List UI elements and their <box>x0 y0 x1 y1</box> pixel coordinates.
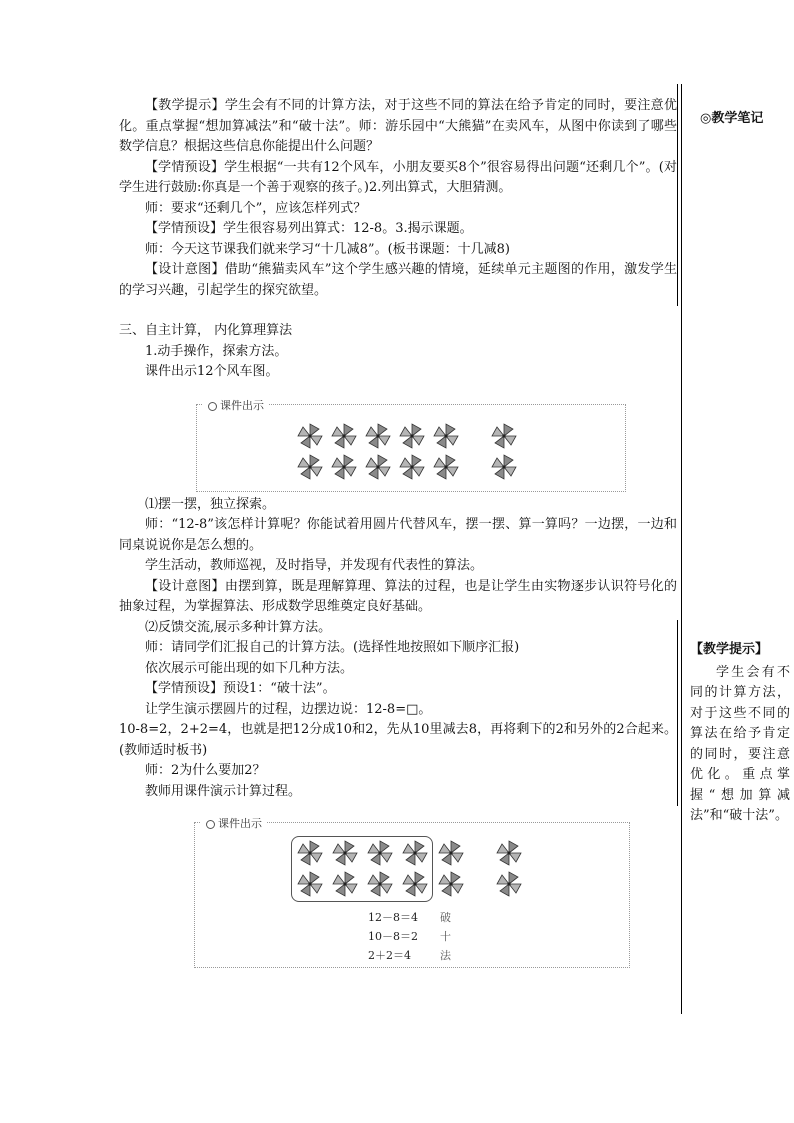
notes-title: ◎教学笔记 <box>700 111 764 126</box>
method-note-3: 法 <box>440 949 451 962</box>
teacher-question-2: 师：2为什么要加2？ <box>145 763 266 778</box>
pinwheel-icon <box>297 840 323 870</box>
pinwheel-icon <box>402 840 428 870</box>
pinwheel-icon <box>332 840 358 870</box>
method-note-2: 十 <box>440 930 451 943</box>
paragraph-topic: 师：今天这节课我们就来学习“十几减8”。(板书课题：十几减8) <box>145 241 510 257</box>
courseware-intro: 课件出示12个风车图。 <box>145 364 279 379</box>
column-rule-bottom <box>677 620 678 806</box>
paragraph-intent-1: 【设计意图】借助“熊猫卖风车”这个学生感兴趣的情境，延续单元主题图的作用，激发学生的学习兴趣，引起学生的探究欲望。 <box>119 262 677 298</box>
pinwheel-icon <box>297 423 323 453</box>
side-tip-heading: 【教学提示】 <box>690 642 769 657</box>
paragraph-intent-2: 【设计意图】由摆到算，既是理解算理、算法的过程，也是让学生由实物逐步认识符号化的抽象过程，为掌握算法、形成数学思维奠定良好基础。 <box>119 578 677 614</box>
pinwheel-icon <box>367 840 393 870</box>
step-1: 1.动手操作，探索方法。 <box>145 343 288 359</box>
pinwheel-icon <box>402 871 428 901</box>
equation-3: 2＋2＝4 <box>368 949 411 962</box>
pinwheel-icon <box>433 454 459 484</box>
pinwheel-icon <box>496 840 522 870</box>
paragraph-tip: 【教学提示】学生会有不同的计算方法，对于这些不同的算法在给予肯定的同时，要注意优化。重点掌握“想加算减法”和“破十法”。师：游乐园中“大熊猫”在卖风车，从图中你读到了哪些数学信息？根据这些信息你能提出什么问题？ <box>119 98 677 154</box>
pinwheel-icon <box>365 423 391 453</box>
teacher-question-1: 师：“12-8”该怎样计算呢？你能试着用圆片代替风车，摆一摆、算一算吗？一边摆，一边和同桌说说你是怎么想的。 <box>119 517 677 553</box>
courseware-label-2: 课件出示 <box>200 815 266 831</box>
student-demo: 让学生演示摆圆片的过程，边摆边说：12-8=□。 <box>145 701 432 717</box>
side-tip-text: 学生会有不同的计算方法，对于这些不同的算法在给予肯定的同时，要注意优化。重点掌握“想加算减法”和“破十法”。 <box>690 664 790 823</box>
pinwheel-icon <box>367 871 393 901</box>
pinwheel-icon <box>331 423 357 453</box>
method-note-1: 破 <box>440 911 451 924</box>
teacher-request: 师：请同学们汇报自己的计算方法。(选择性地按照如下顺序汇报) <box>145 640 520 655</box>
section-heading-3: 三、自主计算， 内化算理算法 <box>119 323 293 338</box>
pinwheel-icon <box>332 871 358 901</box>
pinwheel-icon <box>297 871 323 901</box>
paragraph-preset-2: 【学情预设】学生很容易列出算式：12-8。3.揭示课题。 <box>145 221 473 236</box>
courseware-label-1: 课件出示 <box>202 397 268 413</box>
side-tip <box>690 640 790 827</box>
show-methods: 依次展示可能出现的如下几种方法。 <box>145 660 354 676</box>
preset-1-heading: 【学情预设】预设1：“破十法”。 <box>145 681 336 696</box>
pinwheel-icon <box>399 423 425 453</box>
paragraph-question: 师：要求“还剩几个”，应该怎样列式？ <box>145 200 367 216</box>
equation-2: 10－8＝2 <box>368 930 418 943</box>
pinwheel-icon <box>438 840 464 870</box>
equation-1: 12－8＝4 <box>368 911 418 924</box>
step-1-1: ⑴摆一摆，独立探索。 <box>145 496 276 512</box>
pinwheel-icon <box>399 454 425 484</box>
method-explanation: 10-8=2，2+2=4，也就是把12分成10和2，先从10里减去8，再将剩下的2和另外的2合起来。(教师适时板书) <box>119 722 677 758</box>
courseware-demo: 教师用课件演示计算过程。 <box>145 783 302 799</box>
pinwheel-icon <box>331 454 357 484</box>
pinwheel-icon <box>297 454 323 484</box>
pinwheel-icon <box>491 454 517 484</box>
column-rule-top <box>677 84 678 306</box>
pinwheel-icon <box>433 423 459 453</box>
paragraph-preset-1: 【学情预设】学生根据“一共有12个风车，小朋友要买8个”很容易得出问题“还剩几个”。(对学生进行鼓励:你真是一个善于观察的孩子。)2.列出算式，大胆猜测。 <box>119 159 677 195</box>
student-activity: 学生活动，教师巡视，及时指导，并发现有代表性的算法。 <box>145 558 484 573</box>
pinwheel-icon <box>496 871 522 901</box>
pinwheel-icon <box>491 423 517 453</box>
pinwheel-icon <box>365 454 391 484</box>
margin-divider <box>681 84 682 1014</box>
pinwheel-icon <box>438 871 464 901</box>
step-1-2: ⑵反馈交流,展示多种计算方法。 <box>145 619 332 635</box>
